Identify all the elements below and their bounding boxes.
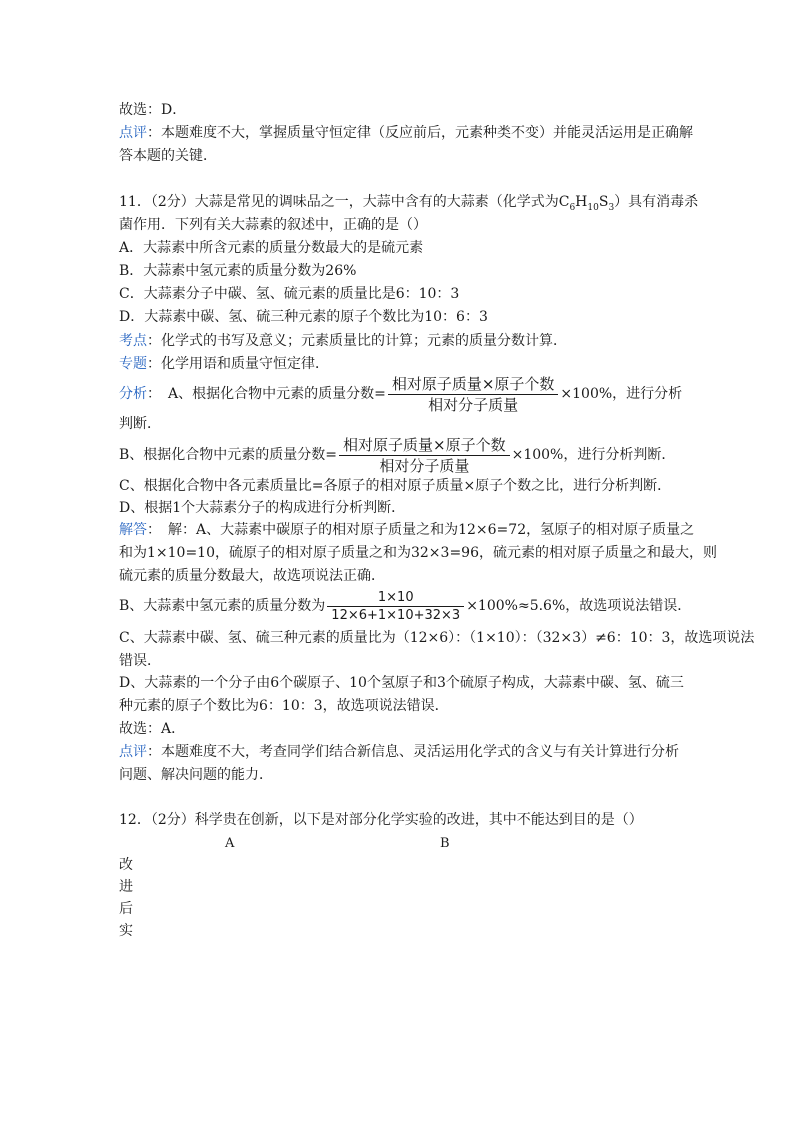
fenxi-a-line: 分析： A、根据化合物中元素的质量分数= $\frac{\text{相对原子质量×原子个数}}{\text{相对分子质量}}$ ×100%，进行分析 [119, 374, 683, 414]
jieda-b-line: B、大蒜素中氢元素的质量分数为 $\frac{1\times 10}{12\times 6+1\times 10+32\times 3}$ ×100%≈5.6%，故选项说法错误． [119, 589, 692, 623]
q11-option-c: C．大蒜素分子中碳、氢、硫元素的质量比是6：10：3 [119, 286, 460, 302]
q12-row-char: 改 [119, 857, 133, 873]
mass-fraction-formula-b: $\frac{\text{相对原子质量×原子个数}}{\text{相对分子质量}}$ [339, 436, 510, 475]
review-label: 点评 [119, 125, 147, 141]
prev-review-line2: 答本题的关键． [119, 148, 217, 164]
fenxi-label: 分析 [119, 386, 147, 402]
zhuanti-line: 专题：化学用语和质量守恒定律． [119, 356, 329, 372]
hydrogen-fraction-formula: $\frac{1\times 10}{12\times 6+1\times 10+32\times 3}$ [327, 590, 464, 623]
fenxi-c-line: C、根据化合物中各元素质量比=各原子的相对原子质量×原子个数之比，进行分析判断． [119, 478, 672, 494]
kaodian-label: 考点 [119, 333, 147, 349]
mass-fraction-formula: $\frac{\text{相对原子质量×原子个数}}{\text{相对分子质量}}$ [388, 375, 559, 414]
q11-option-a: A．大蒜素中所含元素的质量分数最大的是硫元素 [119, 240, 424, 256]
q12-row-char: 后 [119, 901, 133, 917]
q11-answer: 故选：A． [119, 721, 186, 737]
kaodian-line: 考点：化学式的书写及意义；元素质量比的计算；元素的质量分数计算． [119, 333, 567, 349]
fenxi-b-line: B、根据化合物中元素的质量分数= $\frac{\text{相对原子质量×原子个数}}{\text{相对分子质量}}$ ×100%，进行分析判断． [119, 435, 676, 475]
jieda-line1: 解答： 解：A、大蒜素中碳原子的相对原子质量之和为12×6=72，氢原子的相对原子质量之 [119, 522, 695, 538]
q11-option-d: D．大蒜素中碳、氢、硫三种元素的原子个数比为10：6：3 [119, 309, 488, 325]
prev-answer: 故选：D． [119, 102, 187, 118]
q12-stem: 12．（2分）科学贵在创新，以下是对部分化学实验的改进，其中不能达到目的是（） [119, 812, 643, 828]
jieda-c-line1: C、大蒜素中碳、氢、硫三种元素的质量比为（12×6）：（1×10）：（32×3）≠6：10：3，故选项说法 [119, 630, 755, 646]
q11-stem-line1: 11．（2分）大蒜是常见的调味品之一，大蒜中含有的大蒜素（化学式为$C_6H_{10}S_3$）具有消毒杀 [119, 194, 699, 213]
prev-review-line1: 点评：本题难度不大，掌握质量守恒定律（反应前后，元素种类不变）并能灵活运用是正确解 [119, 125, 693, 141]
jieda-d-line2: 种元素的原子个数比为6：10：3，故选项说法错误． [119, 698, 449, 714]
q12-column-a: A [225, 836, 235, 851]
fenxi-a-line2: 判断． [119, 416, 161, 432]
jieda-d-line1: D、大蒜素的一个分子由6个碳原子、10个氢原子和3个硫原子构成，大蒜素中碳、氢、硫三 [119, 675, 684, 691]
q11-review-line2: 问题、解决问题的能力． [119, 767, 273, 783]
zhuanti-label: 专题 [119, 356, 147, 372]
q11-option-b: B．大蒜素中氢元素的质量分数为26% [119, 263, 357, 279]
q11-review-line1: 点评：本题难度不大，考查同学们结合新信息、灵活运用化学式的含义与有关计算进行分析 [119, 744, 679, 760]
q12-row-char: 进 [119, 879, 133, 895]
q12-column-b: B [440, 836, 450, 851]
jieda-label: 解答 [119, 522, 147, 538]
q11-stem-line2: 菌作用．下列有关大蒜素的叙述中，正确的是（） [119, 217, 427, 233]
jieda-line2: 和为1×10=10，硫原子的相对原子质量之和为32×3=96，硫元素的相对原子质量之和最大，则 [119, 545, 717, 561]
jieda-c-line2: 错误． [119, 653, 161, 669]
review-label: 点评 [119, 744, 147, 760]
q12-row-char: 实 [119, 923, 133, 939]
jieda-line3: 硫元素的质量分数最大，故选项说法正确． [119, 568, 385, 584]
fenxi-d-line: D、根据1个大蒜素分子的构成进行分析判断． [119, 500, 406, 516]
